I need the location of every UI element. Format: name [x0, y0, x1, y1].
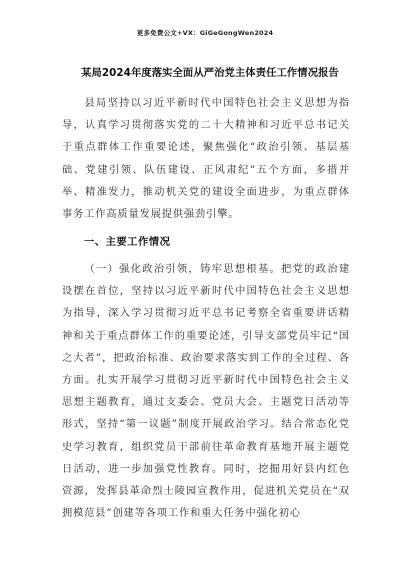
- paragraph-text: （一）强化政治引领，铸牢思想根基。把党的政治建设摆在首位，坚持以习近平新时代中国特色社会主义思想为指导，深入学习贯彻习近平总书记考察全省重要讲话精神和关于重点群体工作的重要论述，引导支部党员牢记“国之大者”，把政治标准、政治要求落实到工作的全过程、各方面。扎实开展学习贯彻习近平新时代中国特色社会主义思想主题教育，通过支委会、党员大会、主题党日活动等形式，坚持“第一议题”制度开展政治学习。结合常态化党史学习教育，组织党员干部前往革命教育基地开展主题党日活动，进一步加强党性教育。同时，挖掘用好县内红色资源，发挥县革命烈士陵园宣教作用，促进机关党员在“双拥模范县”创建等各项工作和重大任务中强化初心: [62, 264, 350, 520]
- section-heading: 一、主要工作情况: [84, 236, 171, 248]
- document-title: 某局2024年度落实全面从严治党主体责任工作情况报告: [81, 67, 339, 79]
- intro-text: 县局坚持以习近平新时代中国特色社会主义思想为指导，认真学习贯彻落实党的二十大精神和习近平总书记关于重点群体工作重要论述，聚焦强化“政治引领、基层基础、党建引领、队伍建设、正风肃纪”五个方面，多措并举、精准发力，推动机关党的建设全面进步，为重点群体事务工作高质量发展提供强劲引擎。: [62, 98, 350, 221]
- intro-paragraph: [62, 93, 350, 226]
- header-note: 更多免费公文+VX：GiGeGongWen2024: [136, 29, 274, 37]
- body-paragraph: [62, 259, 350, 525]
